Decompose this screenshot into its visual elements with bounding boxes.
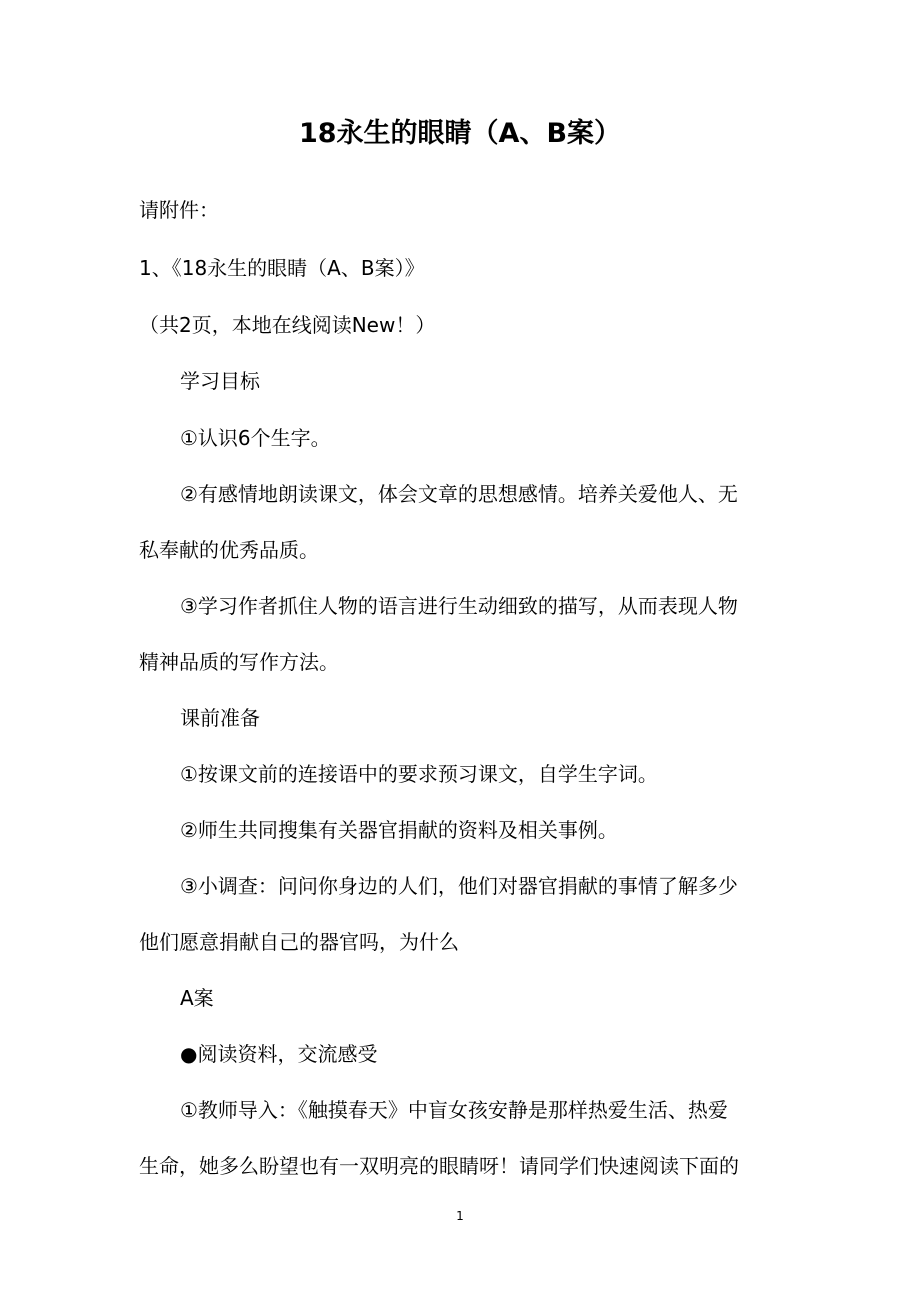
section-heading-a: A案: [180, 986, 214, 1010]
goal-item-3-line2: 精神品质的写作方法。: [139, 650, 339, 674]
goal-item-3-line1: ③学习作者抓住人物的语言进行生动细致的描写，从而表现人物: [180, 594, 738, 618]
goal-item-2-line1: ②有感情地朗读课文，体会文章的思想感情。培养关爱他人、无: [180, 482, 738, 506]
attachment-note: （共2页，本地在线阅读New！）: [139, 313, 436, 337]
section-heading-prep: 课前准备: [180, 706, 260, 730]
attachment-label: 请附件：: [139, 198, 219, 222]
attachment-item: 1、《18永生的眼睛（A、B案）》: [139, 256, 425, 280]
prep-item-3-line2: 他们愿意捐献自己的器官吗，为什么: [139, 930, 459, 954]
goal-item-1: ①认识6个生字。: [180, 426, 331, 450]
a-item-1-line1: ①教师导入：《触摸春天》中盲女孩安静是那样热爱生活、热爱: [180, 1098, 728, 1122]
document-title: 18永生的眼睛（A、B案）: [298, 118, 622, 149]
prep-item-2: ②师生共同搜集有关器官捐献的资料及相关事例。: [180, 818, 618, 842]
goal-item-2-line2: 私奉献的优秀品质。: [139, 538, 319, 562]
a-item-1-line2: 生命，她多么盼望也有一双明亮的眼睛呀！请同学们快速阅读下面的: [139, 1154, 739, 1178]
page-number: 1: [456, 1209, 464, 1223]
a-bullet-item: ●阅读资料，交流感受: [180, 1042, 378, 1066]
section-heading-goals: 学习目标: [180, 369, 260, 393]
prep-item-1: ①按课文前的连接语中的要求预习课文，自学生字词。: [180, 762, 658, 786]
prep-item-3-line1: ③小调查：问问你身边的人们，他们对器官捐献的事情了解多少: [180, 874, 738, 898]
